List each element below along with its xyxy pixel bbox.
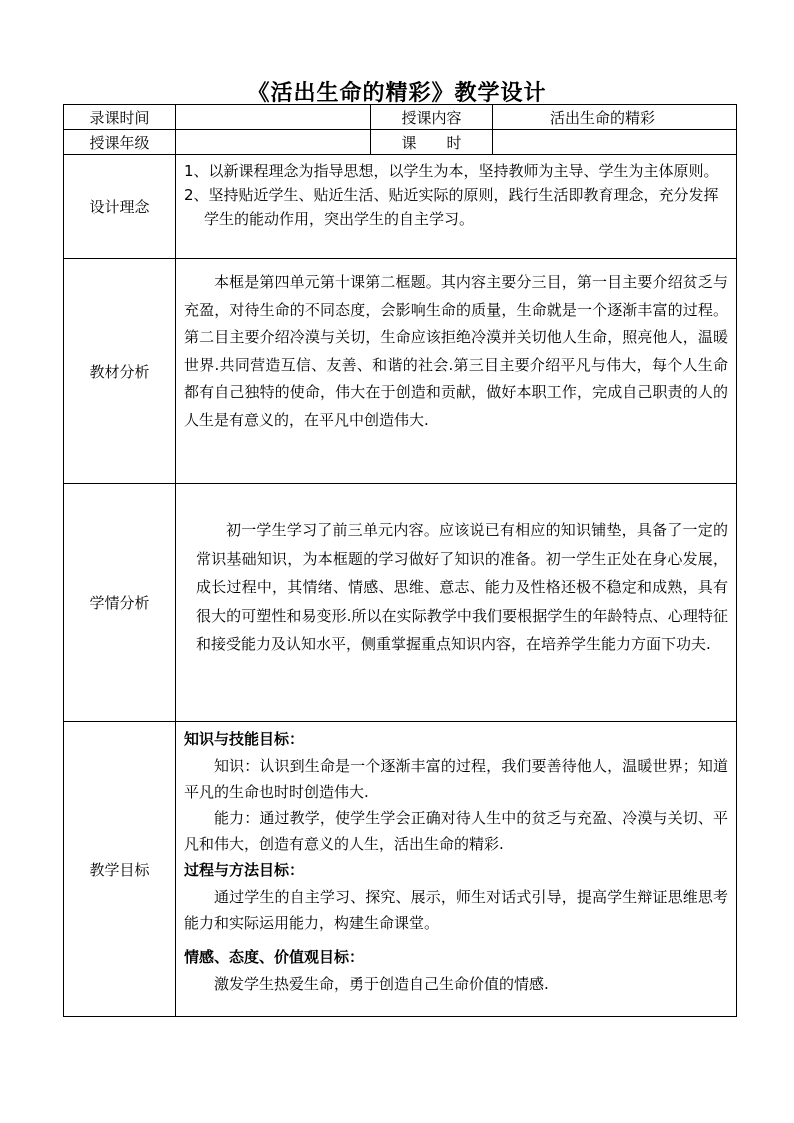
class-hours-label: 课 时: [371, 130, 493, 155]
design-concept-label: 设计理念: [64, 155, 176, 259]
process-text: 通过学生的自主学习、探究、展示，师生对话式引导，提高学生辩证思维思考能力和实际运用能力，构建生命课堂。: [184, 888, 728, 932]
textbook-analysis-label: 教材分析: [64, 259, 176, 484]
design-concept-item-1: 1、以新课程理念为指导思想，以学生为本，坚持教师为主导、学生为主体原则。: [184, 162, 719, 180]
grade-value: [176, 130, 371, 155]
textbook-analysis-row: [64, 259, 737, 484]
class-hours-value: [493, 130, 737, 155]
design-concept-item-2: 2、坚持贴近学生、贴近生活、贴近实际的原则，践行生活即教育理念，充分发挥学生的能动作用，突出学生的自主学习。: [184, 186, 719, 228]
teaching-goals-content: [176, 722, 737, 1017]
lesson-content-label: 授课内容: [371, 105, 493, 130]
student-analysis-label: 学情分析: [64, 484, 176, 722]
design-concept-row: [64, 155, 737, 259]
lesson-plan-table: [63, 104, 737, 1017]
header-row-1: [64, 105, 737, 130]
emotion-text: 激发学生热爱生命，勇于创造自己生命价值的情感.: [214, 975, 549, 993]
goals-spacer: [184, 936, 728, 944]
knowledge-text: 知识：认识到生命是一个逐渐丰富的过程，我们要善待他人，温暖世界；知道平凡的生命也时时创造伟大.: [184, 757, 728, 801]
ability-text: 能力：通过教学，使学生学会正确对待人生中的贫乏与充盈、冷漠与关切、平凡和伟大，创造有意义的人生，活出生命的精彩.: [184, 809, 728, 853]
emotion-heading: 情感、态度、价值观目标：: [184, 948, 365, 966]
knowledge-heading: 知识与技能目标：: [184, 730, 305, 748]
teaching-goals-row: [64, 722, 737, 1017]
grade-label: 授课年级: [64, 130, 176, 155]
lesson-content-value: 活出生命的精彩: [493, 105, 737, 130]
student-analysis-content: [176, 484, 737, 722]
record-time-label: 录课时间: [64, 105, 176, 130]
teaching-goals-label: 教学目标: [64, 722, 176, 1017]
textbook-analysis-content: [176, 259, 737, 484]
record-time-value: [176, 105, 371, 130]
textbook-analysis-text: 本框是第四单元第十课第二框题。其内容主要分三目，第一目主要介绍贫乏与充盈，对待生命的不同态度，会影响生命的质量，生命就是一个逐渐丰富的过程。第二目主要介绍冷漠与关切，生命应该拒绝冷漠并关切他人生命，照亮他人，温暖世界.共同营造互信、友善、和谐的社会.第三目主要介绍平凡与伟大，每个人生命都有自己独特的使命，伟大在于创造和贡献，做好本职工作，完成自己职责的人的人生是有意义的，在平凡中创造伟大.: [184, 273, 728, 429]
header-row-2: [64, 130, 737, 155]
student-analysis-row: [64, 484, 737, 722]
student-analysis-text: 初一学生学习了前三单元内容。应该说已有相应的知识铺垫，具备了一定的常识基础知识，为本框题的学习做好了知识的准备。初一学生正处在身心发展，成长过程中，其情绪、情感、思维、意志、能力及性格还极不稳定和成熟，具有很大的可塑性和易变形.所以在实际教学中我们要根据学生的年龄特点、心理特征和接受能力及认知水平，侧重掌握重点知识内容，在培养学生能力方面下功夫.: [196, 521, 728, 653]
design-concept-content: [176, 155, 737, 259]
document-title: 《活出生命的精彩》教学设计: [247, 80, 547, 106]
process-heading: 过程与方法目标：: [184, 861, 305, 879]
